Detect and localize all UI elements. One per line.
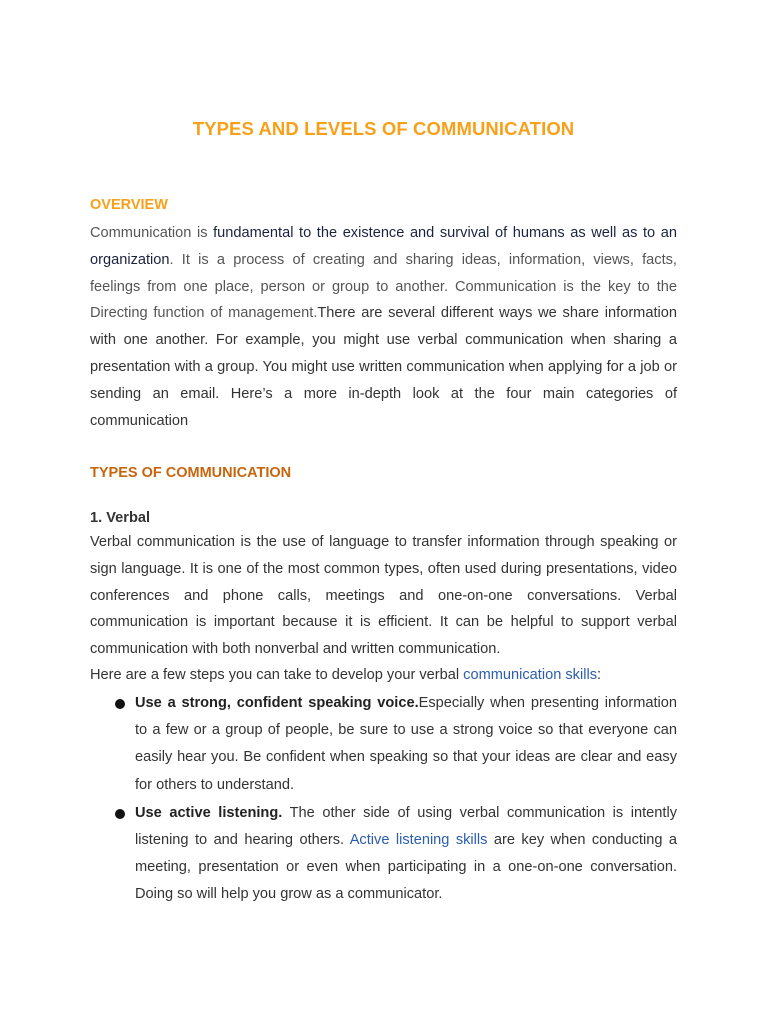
document-title: TYPES AND LEVELS OF COMMUNICATION — [192, 118, 575, 139]
steps-tail: : — [597, 667, 602, 683]
verbal-heading: 1. Verbal — [90, 510, 151, 526]
overview-text-mid: . It is a process of creating and sharing ideas, information, views, facts, feelings from one place, person or group to another. Communication is the key to the Directing function of management. — [90, 251, 677, 322]
bullet-text: The other side of using verbal communication is intently listening to and hearing others. — [135, 804, 677, 849]
steps-intro — [90, 662, 601, 689]
overview-text-highlight: fundamental to the existence and survival of humans as well as to an organization — [90, 225, 677, 268]
overview-text-lead: Communication is — [90, 225, 214, 241]
overview-text-tail: There are several different ways we share information with one another. For example, you might use verbal communication when sharing a presentation with a group. You might use written communication when applying for a job or sending an email. Here’s a more in-depth look at the four main categories of communication — [90, 305, 677, 429]
bullet-icon — [115, 699, 125, 709]
verbal-tips-list — [90, 690, 677, 910]
list-item — [90, 800, 677, 909]
overview-paragraph — [90, 220, 677, 434]
steps-lead: Here are a few steps you can take to develop your verbal — [90, 667, 464, 683]
bullet-icon — [115, 809, 125, 819]
types-heading: TYPES OF COMMUNICATION — [90, 465, 292, 481]
communication-skills-link[interactable]: communication skills — [463, 667, 597, 683]
bullet-bold-text: Use a strong, confident speaking voice. — [135, 695, 419, 711]
bullet-bold-text: Use active listening. — [135, 804, 283, 821]
overview-heading: OVERVIEW — [90, 197, 168, 213]
bullet-text: Especially when presenting information to a few or a group of people, be sure to use a strong voice so that everyone can easily hear you. Be confident when speaking so that your ideas are clear and easy for others to understand. — [135, 695, 677, 793]
list-item — [90, 690, 677, 799]
verbal-paragraph: Verbal communication is the use of language to transfer information through speaking or sign language. It is one of the most common types, often used during presentations, video conferences and phone calls, meetings and one-on-one conversations. Verbal communication is important because it is efficient. It can be helpful to support verbal communication with both nonverbal and written communication. — [90, 534, 677, 658]
bullet-text: are key when conducting a meeting, presentation or even when participating in a one-on-one conversation. Doing so will help you grow as a communicator. — [135, 832, 677, 903]
active-listening-skills-link[interactable]: Active listening skills — [349, 832, 488, 849]
